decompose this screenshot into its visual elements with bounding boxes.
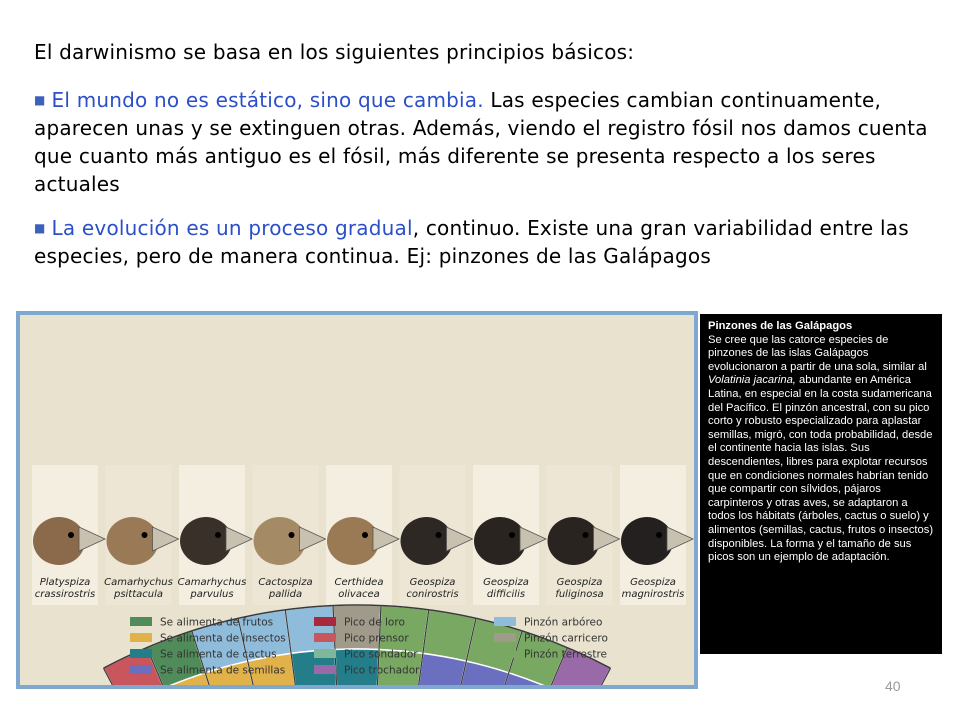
legend-swatch <box>314 649 336 658</box>
finch-genus-label: Platyspiza <box>39 577 91 588</box>
finch-species-label: psittacula <box>113 589 164 600</box>
bullet-text: , continuo. Existe una gran variabilidad entre las especies, pero de manera continua. Ej: pinzones de las Galápagos <box>34 216 909 268</box>
finch-head <box>327 517 379 565</box>
finch-species-label: olivacea <box>338 589 380 600</box>
finch-genus-label: Certhidea <box>334 577 384 588</box>
finch-head <box>401 517 453 565</box>
finch-eye <box>583 532 589 538</box>
finch-head <box>180 517 232 565</box>
finch-species-label: pallida <box>268 589 303 600</box>
caption-species-name: Volatinia jacarina, <box>708 374 796 387</box>
finch-species-label: conirostris <box>406 589 459 600</box>
finch-head <box>548 517 600 565</box>
finch-genus-label: Camarhychus <box>177 577 247 588</box>
legend-label: Pico trochador <box>344 664 420 677</box>
finch-head <box>474 517 526 565</box>
legend-label: Pinzón arbóreo <box>524 616 603 629</box>
finch-species-label: difficilis <box>486 589 526 600</box>
finch-genus-label: Camarhychus <box>104 577 173 588</box>
bullet-highlight: El mundo no es estático, sino que cambia. <box>51 88 484 112</box>
legend-label: Pico sondador <box>344 648 418 661</box>
finch-eye <box>509 532 515 538</box>
finch-genus-label: Geospiza <box>556 577 603 588</box>
page-number: 40 <box>885 678 901 694</box>
legend-label: Se alimenta de semillas <box>160 664 286 677</box>
finch-diagram <box>16 311 698 689</box>
legend-label: Pico de loro <box>344 616 405 629</box>
intro-text: El darwinismo se basa en los siguientes principios básicos: <box>34 40 635 64</box>
legend-label: Se alimenta de insectos <box>160 632 286 645</box>
bullet-text: Las especies cambian continuamente, aparecen unas y se extinguen otras. Además, viendo el registro fósil nos damos cuenta que cuanto más antiguo es el fósil, más diferente se presenta respecto a los seres actuales <box>34 88 928 196</box>
caption-text-continued: abundante en América Latina, en especial en la costa sudamericana del Pacífico. El pinzón ancestral, con su pico corto y robusto especializado para aplastar semillas, migró, con toda probabilidad, desde el continente hacia las islas. Sus descendientes, libres para explotar recursos que en condiciones normales habrían tenido que compartir con sílvidos, pájaros carpinteros y otras aves, se adaptaron a todos los hábitats (árboles, cactus o suelo) y alimentos (semillas, cactus, frutos o insectos) disponibles. La forma y el tamaño de sus picos son un ejemplo de adaptación. <box>708 374 934 564</box>
finch-eye <box>436 532 442 538</box>
finch-genus-label: Geospiza <box>630 577 676 588</box>
bullet-square-icon: ■ <box>34 93 46 107</box>
legend-label: Se alimenta de cactus <box>160 648 277 661</box>
finch-genus-label: Cactospiza <box>258 577 313 588</box>
finch-species-label: crassirostris <box>34 589 96 600</box>
fan-segment-outer <box>379 606 429 654</box>
bullet-static-world <box>34 86 934 198</box>
finch-diagram-canvas <box>20 315 694 685</box>
legend-label: Pinzón carricero <box>524 632 608 645</box>
finch-species-label: magnirostris <box>621 589 685 600</box>
legend-swatch <box>494 633 516 642</box>
finch-eye <box>68 532 74 538</box>
legend-swatch <box>130 617 152 626</box>
finch-eye <box>362 532 368 538</box>
bullet-square-icon: ■ <box>34 221 46 235</box>
finch-eye <box>215 532 221 538</box>
finch-eye <box>656 532 662 538</box>
finch-species-label: parvulus <box>190 589 234 600</box>
finch-head <box>33 517 85 565</box>
legend-swatch <box>314 633 336 642</box>
caption-text: Se cree que las catorce especies de pinzones de las islas Galápagos evolucionaron a partir de una sola, similar al <box>708 333 927 373</box>
legend-swatch <box>494 649 516 658</box>
finch-eye <box>289 532 295 538</box>
fan-segment-outer <box>285 606 335 654</box>
legend-label: Se alimenta de frutos <box>160 616 274 629</box>
legend-label: Pico prensor <box>344 632 409 645</box>
legend-swatch <box>314 665 336 674</box>
legend-swatch <box>494 617 516 626</box>
caption-title: Pinzones de las Galápagos <box>708 320 853 332</box>
finch-head <box>107 517 159 565</box>
finch-head <box>621 517 673 565</box>
legend-swatch <box>314 617 336 626</box>
legend-swatch <box>130 665 152 674</box>
bullet-highlight: La evolución es un proceso gradual <box>51 216 413 240</box>
legend-swatch <box>130 633 152 642</box>
bullet-gradual-evolution <box>34 214 934 270</box>
legend-swatch <box>130 649 152 658</box>
finch-genus-label: Geospiza <box>409 577 456 588</box>
finch-species-label: fuliginosa <box>555 589 604 600</box>
finch-genus-label: Geospiza <box>483 577 529 588</box>
finch-head <box>254 517 306 565</box>
finch-eye <box>142 532 148 538</box>
caption-box <box>700 314 942 654</box>
legend-label: Pinzón terrestre <box>524 648 607 661</box>
